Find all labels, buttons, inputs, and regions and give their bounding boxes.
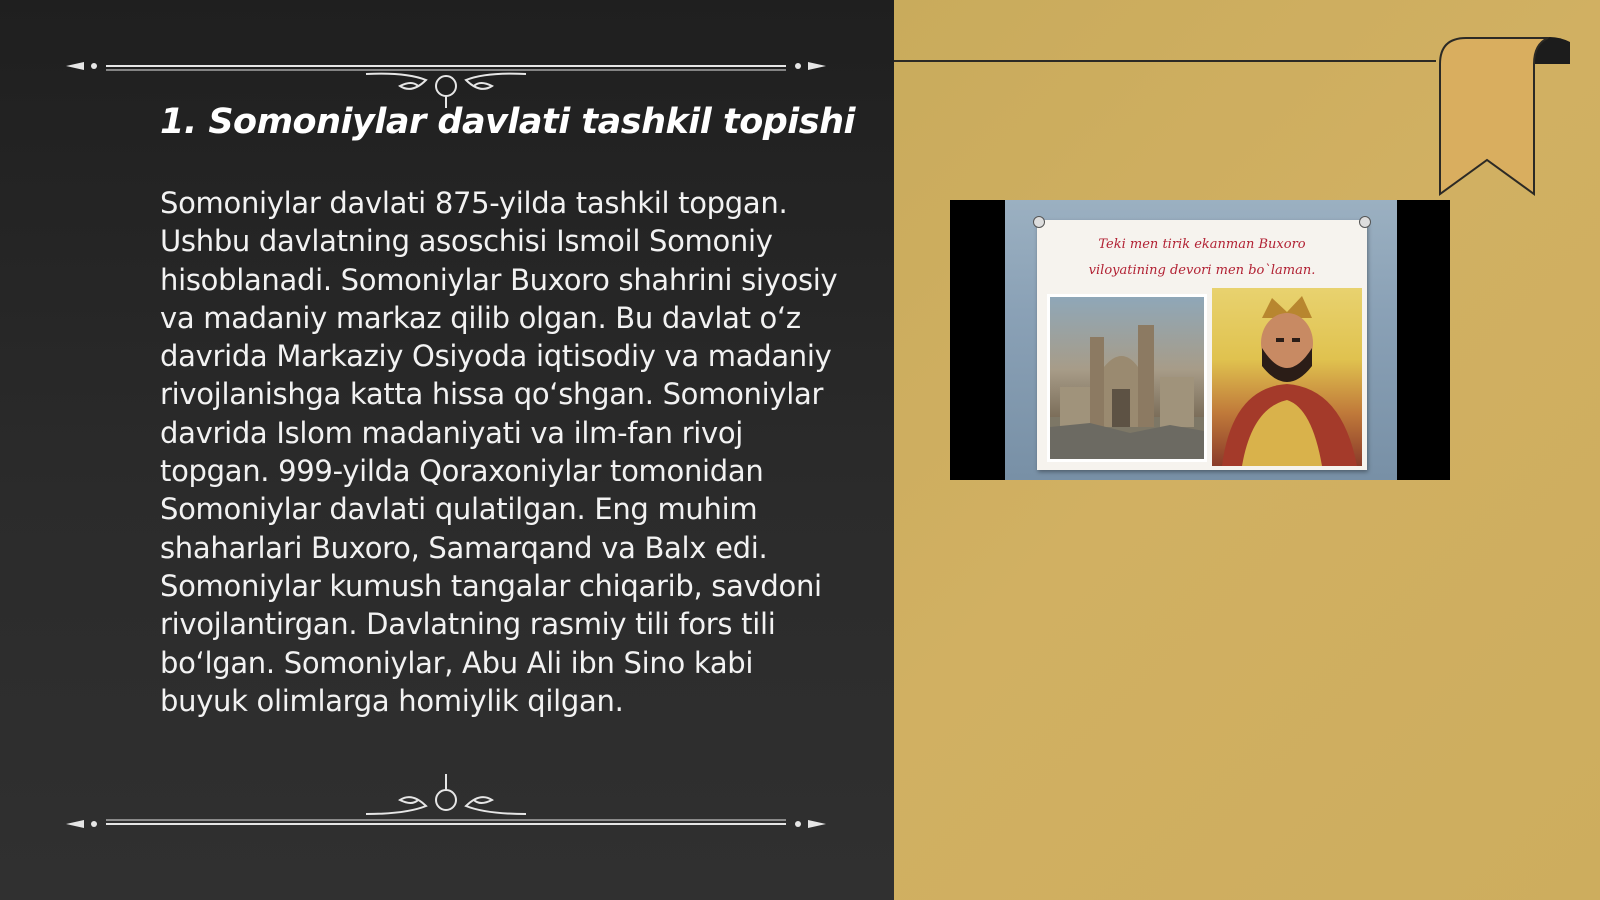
fortress-painting <box>1047 294 1207 462</box>
historical-image <box>950 200 1450 480</box>
image-caption <box>1057 232 1347 284</box>
pin-icon <box>1033 216 1045 228</box>
bookmark-ribbon-icon <box>1430 34 1590 200</box>
caption-line-2: viloyatining devori men bo`laman. <box>1088 263 1316 278</box>
horizontal-rule <box>894 60 1436 62</box>
ornamental-divider-icon <box>66 50 826 110</box>
pinned-paper <box>1037 220 1367 470</box>
ornamental-divider-icon <box>66 770 826 830</box>
image-backdrop <box>1005 200 1397 480</box>
pin-icon <box>1359 216 1371 228</box>
caption-line-1: Teki men tirik ekanman Buxoro <box>1098 237 1306 252</box>
slide-body-text: Somoniylar davlati 875-yilda tashkil topgan. Ushbu davlatning asoschisi Ismoil Somoniy hisoblanadi. Somoniylar Buxoro shahrini siyosiy va madaniy markaz qilib olgan. Bu davlat o‘z davrida Markaziy Osiyoda iqtisodiy va madaniy rivojlanishga katta hissa qo‘shgan. Somoniylar davrida Islom madaniyati va ilm-fan rivoj topgan. 999-yilda Qoraxoniylar tomonidan Somoniylar davlati qulatilgan. Eng muhim shaharlari Buxoro, Samarqand va Balx edi. Somoniylar kumush tangalar chiqarib, savdoni rivojlantirgan. Davlatning rasmiy tili fors tili bo‘lgan. Somoniylar, Abu Ali ibn Sino kabi buyuk olimlarga homiylik qilgan. <box>160 186 838 718</box>
ruler-portrait <box>1212 288 1362 466</box>
slide-title: 1. Somoniylar davlati tashkil topishi <box>160 102 856 142</box>
